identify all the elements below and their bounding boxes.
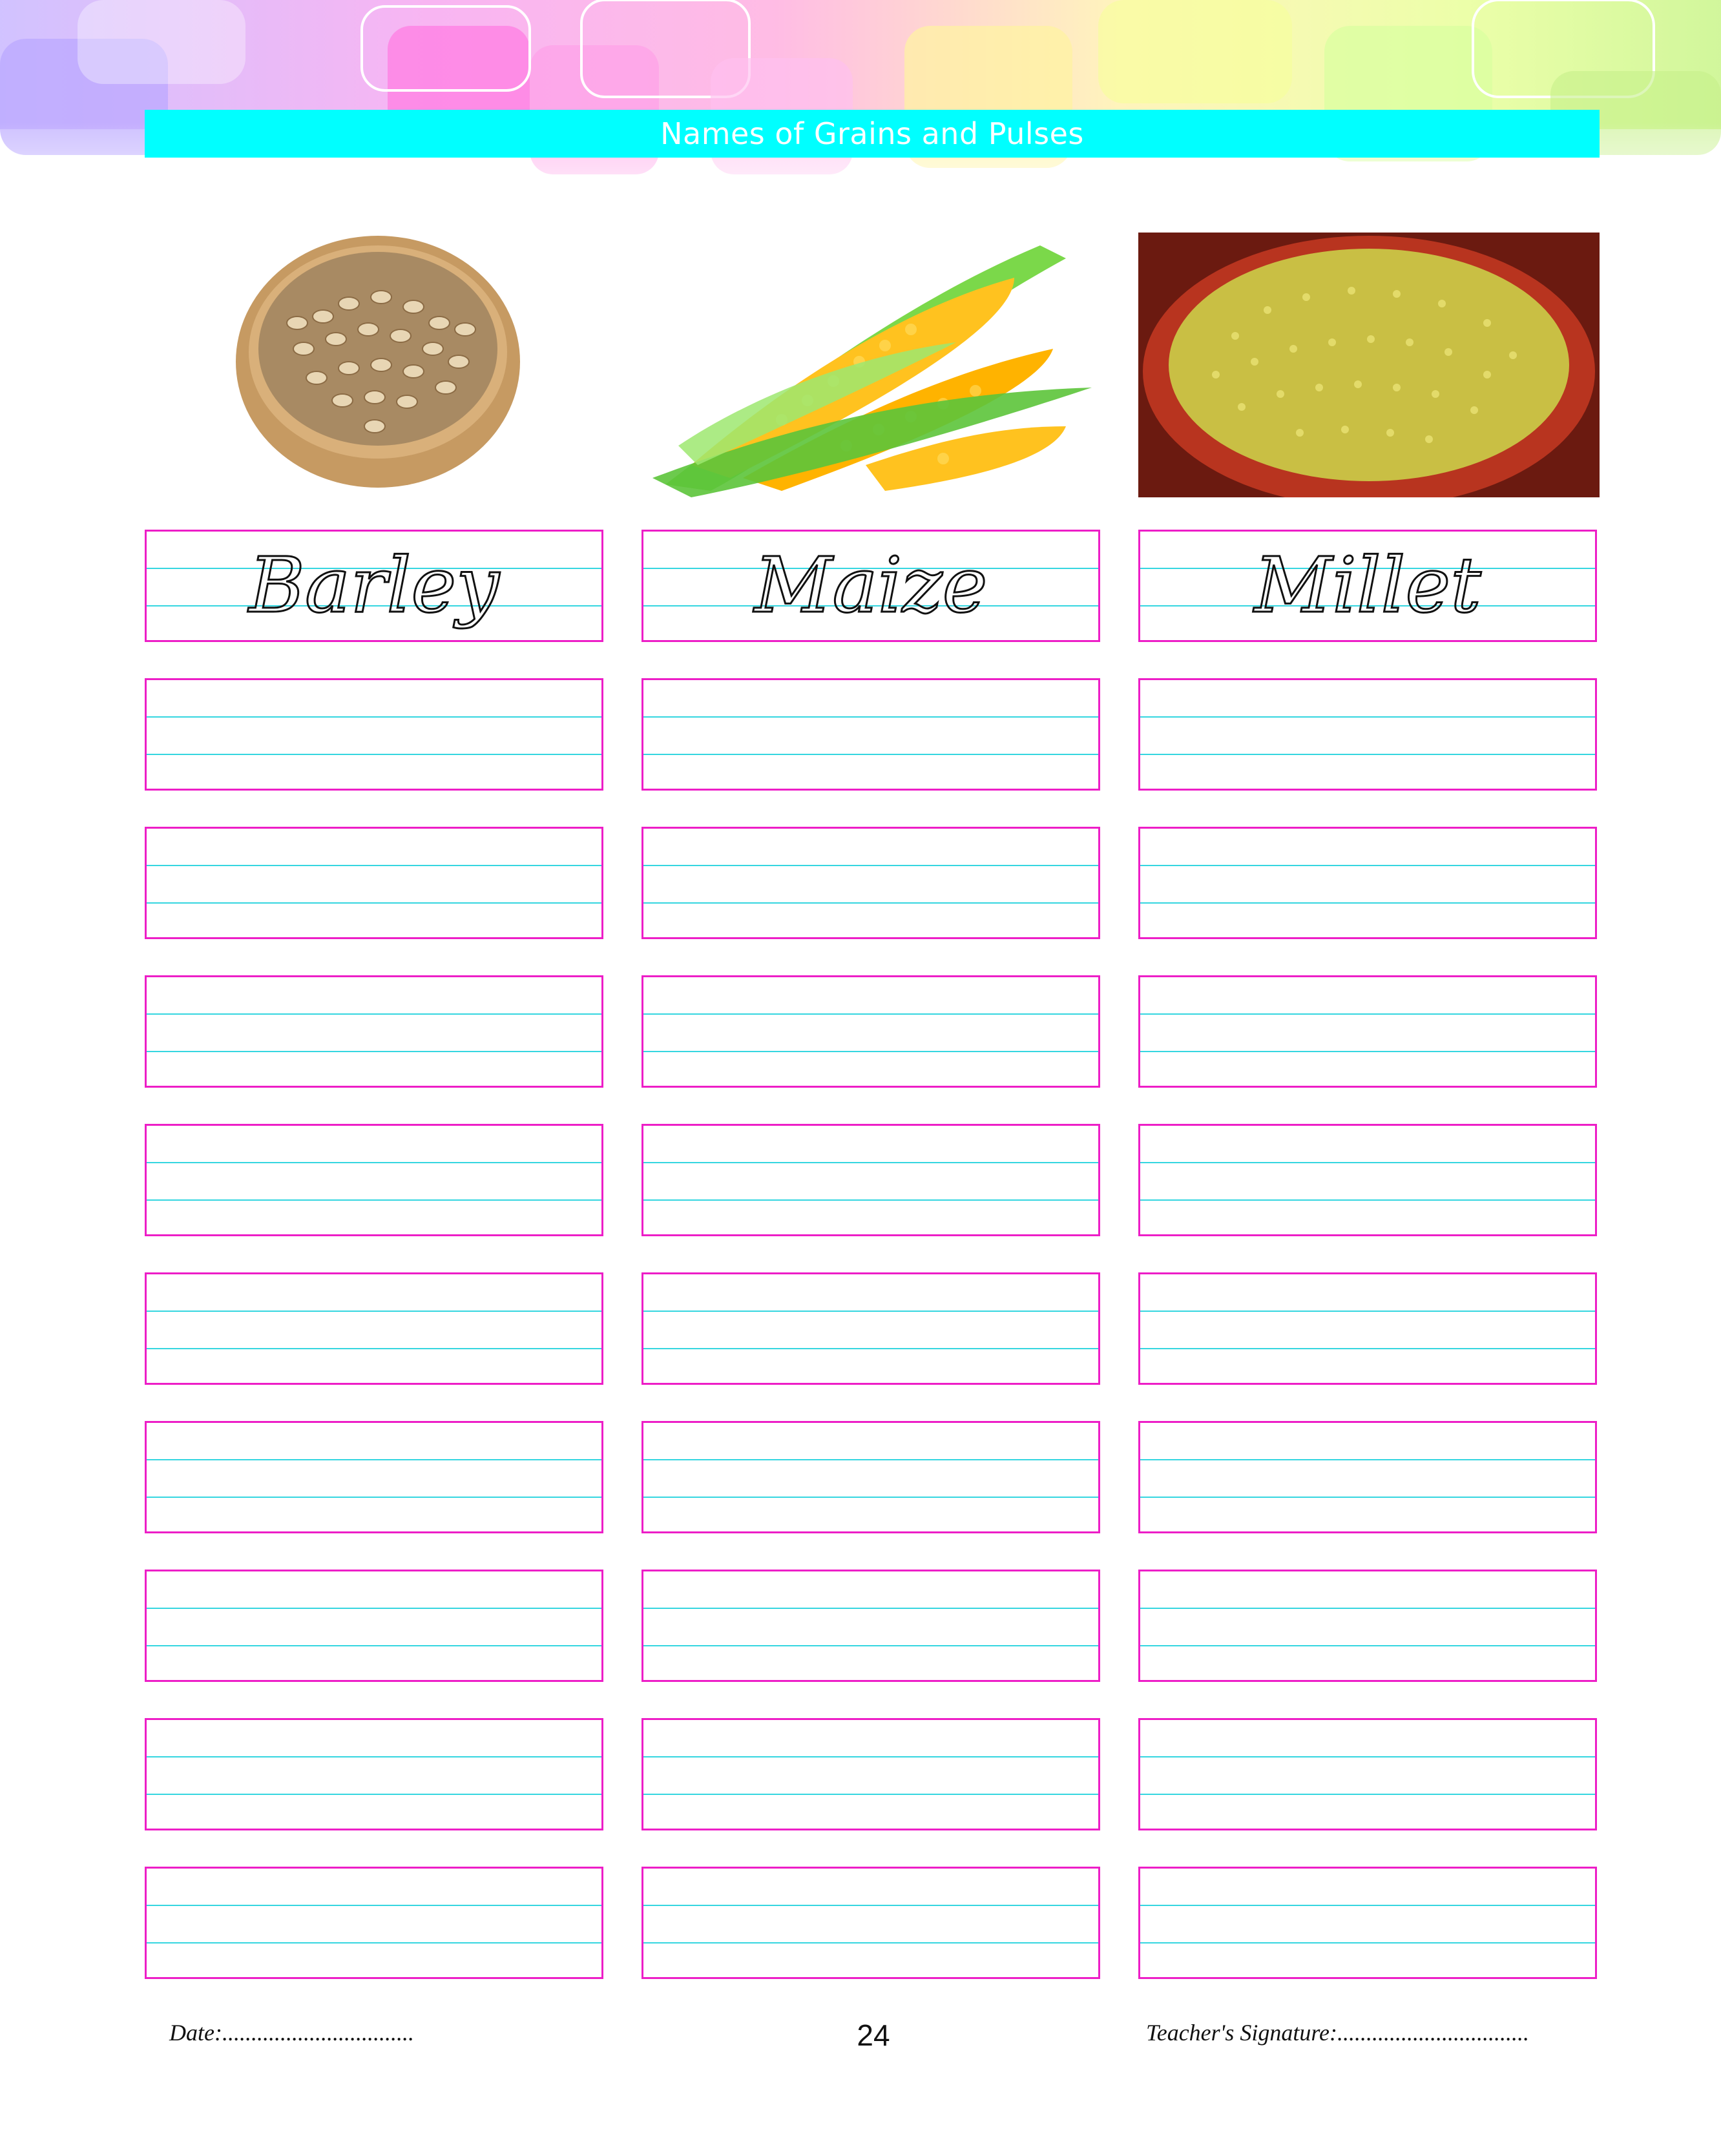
writing-box[interactable] — [145, 975, 603, 1088]
page-number: 24 — [857, 2018, 890, 2052]
writing-box[interactable] — [1138, 1421, 1597, 1533]
writing-box[interactable] — [145, 678, 603, 791]
writing-box[interactable] — [1138, 975, 1597, 1088]
date-label: Date:................................. — [169, 2020, 414, 2046]
writing-box[interactable] — [641, 1272, 1100, 1385]
writing-box[interactable] — [1138, 1867, 1597, 1979]
millet-bowl-image — [1138, 233, 1600, 497]
writing-box[interactable] — [641, 678, 1100, 791]
traced-word-maize: Maize — [754, 541, 988, 630]
writing-box[interactable] — [641, 1421, 1100, 1533]
trace-box-barley[interactable] — [145, 530, 603, 642]
writing-box[interactable] — [641, 1867, 1100, 1979]
writing-box[interactable] — [1138, 1124, 1597, 1236]
barley-bowl-image — [226, 233, 530, 497]
writing-box[interactable] — [641, 1570, 1100, 1682]
traced-word-barley: Barley — [249, 541, 499, 630]
writing-box[interactable] — [641, 1718, 1100, 1830]
traced-word-millet: Millet — [1254, 541, 1481, 630]
teacher-signature-label: Teacher's Signature:................................. — [1146, 2020, 1530, 2046]
writing-box[interactable] — [1138, 1718, 1597, 1830]
writing-box[interactable] — [641, 827, 1100, 939]
trace-box-millet[interactable] — [1138, 530, 1597, 642]
writing-box[interactable] — [145, 1421, 603, 1533]
writing-box[interactable] — [1138, 678, 1597, 791]
trace-box-maize[interactable] — [641, 530, 1100, 642]
worksheet-title: Names of Grains and Pulses — [660, 116, 1084, 151]
writing-box[interactable] — [145, 827, 603, 939]
worksheet-title-bar — [145, 110, 1600, 158]
maize-cobs-image — [652, 233, 1092, 497]
writing-box[interactable] — [641, 975, 1100, 1088]
writing-box[interactable] — [1138, 1570, 1597, 1682]
writing-box[interactable] — [1138, 827, 1597, 939]
writing-box[interactable] — [145, 1272, 603, 1385]
writing-box[interactable] — [145, 1124, 603, 1236]
writing-box[interactable] — [145, 1570, 603, 1682]
writing-box[interactable] — [1138, 1272, 1597, 1385]
writing-box[interactable] — [145, 1867, 603, 1979]
writing-box[interactable] — [641, 1124, 1100, 1236]
writing-box[interactable] — [145, 1718, 603, 1830]
